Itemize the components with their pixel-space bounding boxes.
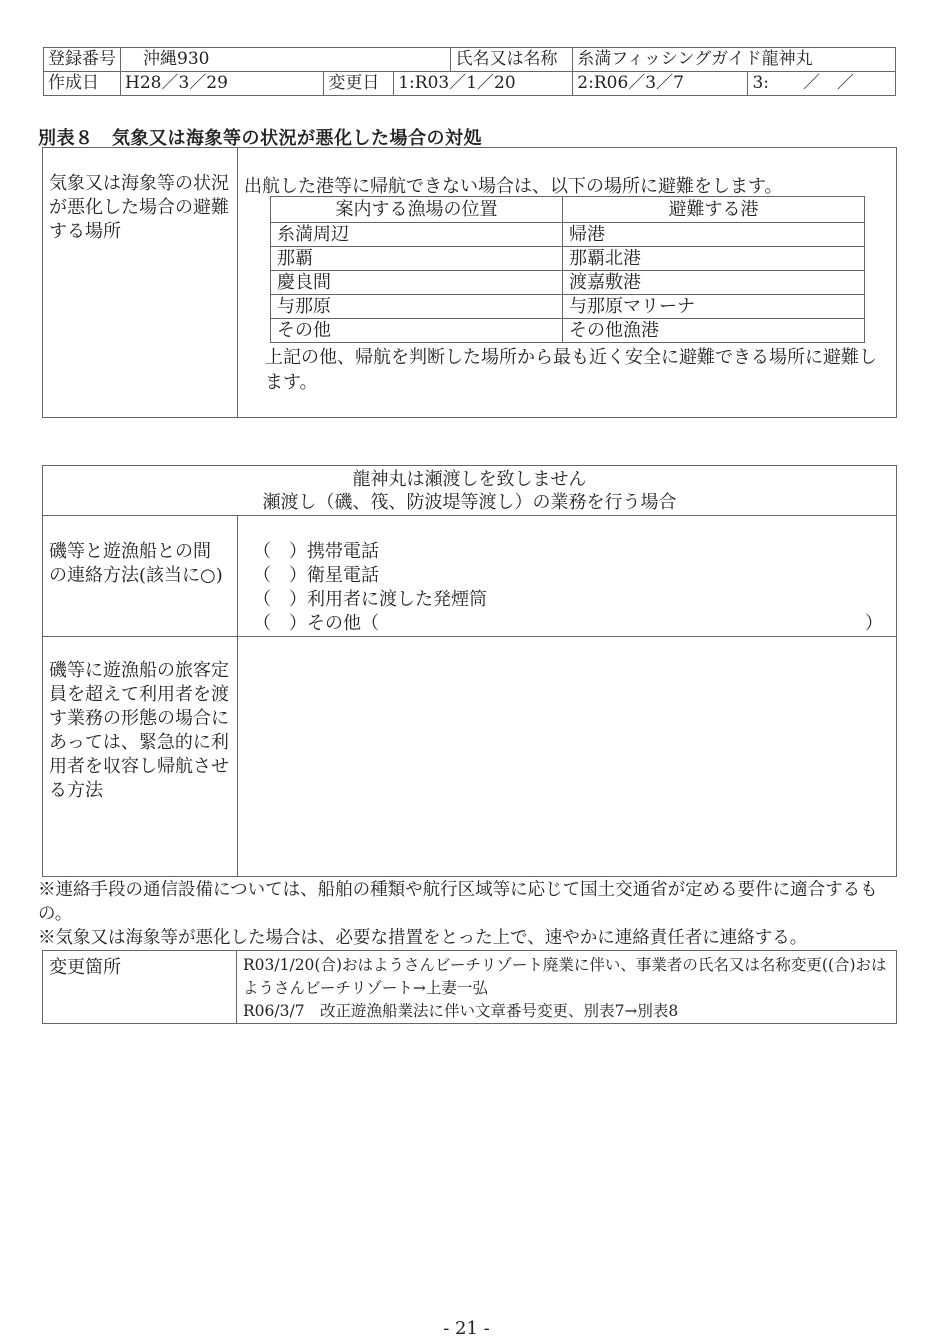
changes-label: 変更箇所 [43,951,237,1023]
change-2: 2:R06／3／7 [573,72,748,96]
change-3: 3: ／ ／ [748,72,896,96]
location-cell: 与那原 [271,295,563,319]
evacuation-note: 上記の他、帰航を判断した場所から最も近く安全に避難できる場所に避難します。 [265,347,877,393]
changes-box [42,950,897,1024]
option-other-label: （ ）その他（ [253,613,379,634]
location-cell: 慶良間 [271,271,563,295]
port-cell: その他漁港 [563,319,865,343]
option-flare[interactable]: （ ）利用者に渡した発煙筒 [253,589,487,610]
header-table [43,47,896,96]
ferry-title-1: 龍神丸は瀬渡しを致しません [352,469,587,490]
notes [38,878,900,950]
evacuation-box [42,147,897,418]
name-label: 氏名又は名称 [451,48,573,72]
contact-method-label: 磯等と遊漁船との間の連絡方法(該当に○) [49,541,223,586]
option-satellite-phone[interactable]: （ ）衛星電話 [253,565,379,586]
table-row [271,295,865,319]
evacuation-intro: 出航した港等に帰航できない場合は、以下の場所に避難をします。 [244,176,783,197]
location-cell: 糸満周辺 [271,223,563,247]
note-2: ※気象又は海象等が悪化した場合は、必要な措置をとった上で、速やかに連絡責任者に連絡する。 [38,928,808,948]
table-row [271,271,865,295]
created-value: H28／3／29 [121,72,324,96]
change-1: 1:R03／1／20 [394,72,573,96]
table-row [271,247,865,271]
port-cell: 渡嘉敷港 [563,271,865,295]
table-row [271,223,865,247]
change-line-1: R03/1/20(合)おはようさんビーチリゾート廃業に伴い、事業者の氏名又は名称変更((合)おはようさんビーチリゾート→上妻一弘 [243,956,887,997]
col-header-port: 避難する港 [563,197,865,223]
option-other-close: ） [865,613,883,634]
note-1: ※連絡手段の通信設備については、船舶の種類や航行区域等に応じて国土交通省が定める要件に適合するもの。 [38,880,878,924]
created-label: 作成日 [44,72,121,96]
col-header-location: 案内する漁場の位置 [271,197,563,223]
page-number: - 21 - [443,1318,490,1339]
location-cell: その他 [271,319,563,343]
port-cell: 与那原マリーナ [563,295,865,319]
over-capacity-label: 磯等に遊漁船の旅客定員を超えて利用者を渡す業務の形態の場合にあっては、緊急的に利用者を収容し帰航させる方法 [49,660,229,801]
evacuation-table [270,196,865,343]
ferry-box [42,465,897,877]
option-mobile-phone[interactable]: （ ）携帯電話 [253,541,379,562]
evacuation-label: 気象又は海象等の状況が悪化した場合の避難する場所 [49,173,229,242]
option-other[interactable] [253,612,883,636]
ferry-title-2: 瀬渡し（磯、筏、防波堤等渡し）の業務を行う場合 [262,492,677,513]
port-cell: 那覇北港 [563,247,865,271]
section-title: 別表８ 気象又は海象等の状況が悪化した場合の対処 [38,128,482,149]
reg-value: 沖縄930 [121,48,451,72]
contact-options [253,540,883,636]
location-cell: 那覇 [271,247,563,271]
name-value: 糸満フィッシングガイド龍神丸 [573,48,896,72]
table-row [271,319,865,343]
port-cell: 帰港 [563,223,865,247]
change-line-2: R06/3/7 改正遊漁船業法に伴い文章番号変更、別表7→別表8 [243,1002,679,1020]
changed-label: 変更日 [324,72,394,96]
reg-label: 登録番号 [44,48,121,72]
